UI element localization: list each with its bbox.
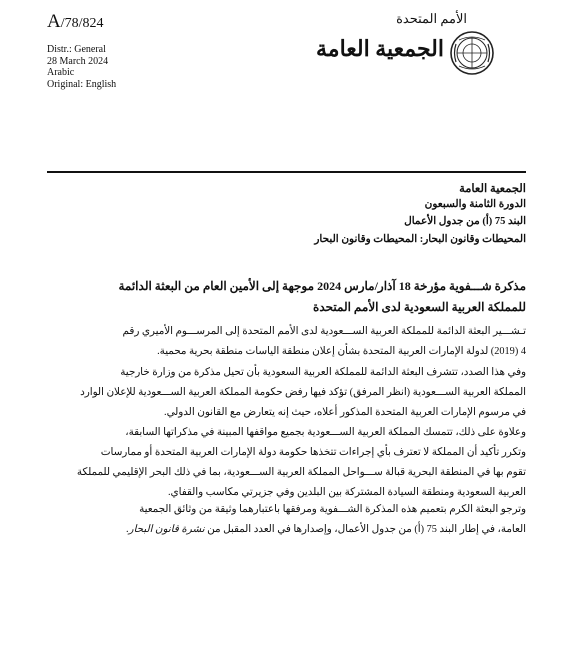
paragraph-line: تـشـــير البعثة الدائمة للمملكة العربية الســـعودية لدى الأمم المتحدة إلى المرســـوم الأميري رقم bbox=[122, 326, 526, 337]
agenda-item: البند 75 (أ) من جدول الأعمال bbox=[404, 216, 526, 227]
paragraph-text: العامة، في إطار البند 75 (أ) من جدول الأعمال، وإصدارها في العدد المقبل من bbox=[204, 524, 526, 535]
symbol-number: /78/824 bbox=[60, 16, 104, 31]
paragraph-line: تقوم بها في المنطقة البحرية قبالة ســـواحل المملكة العربية الســـعودية، بما في ذلك البحر الإقليمي للمملكة bbox=[76, 467, 526, 478]
paragraph-text: . bbox=[126, 524, 129, 535]
distribution-block bbox=[47, 44, 116, 90]
paragraph-line: المملكة العربية الســـعودية (انظر المرفق) تؤكد فيها رفض حكومة المملكة العربية الســـعودية للإعلان الوارد bbox=[80, 387, 526, 398]
document-title bbox=[47, 276, 526, 318]
assembly-title: الجمعية العامة bbox=[316, 36, 444, 61]
bulletin-title: نشرة قانون البحار bbox=[128, 524, 205, 535]
paragraph-line: وفي هذا الصدد، تتشرف البعثة الدائمة للمملكة العربية السعودية بأن تحيل مذكرة من وزارة خارجية bbox=[120, 367, 526, 378]
document-symbol bbox=[47, 11, 104, 33]
title-line: مذكرة شـــفوية مؤرخة 18 آذار/مارس 2024 موجهة إلى الأمين العام من البعثة الدائمة bbox=[118, 279, 526, 293]
symbol-letter: A bbox=[47, 11, 61, 32]
header-rule bbox=[47, 171, 526, 173]
paragraph-line: في مرسوم الإمارات العربية المتحدة المذكور أعلاه، حيث إنه يتعارض مع القانون الدولي. bbox=[164, 407, 526, 418]
un-name: الأمم المتحدة bbox=[396, 11, 467, 26]
paragraph-3 bbox=[47, 423, 526, 503]
distribution: Distr.: General bbox=[47, 44, 106, 55]
paragraph-line: 4 (2019) لدولة الإمارات العربية المتحدة بشأن إعلان منطقة الياسات منطقة بحرية محمية. bbox=[157, 346, 526, 357]
language: Arabic bbox=[47, 67, 75, 78]
paragraph-2 bbox=[47, 363, 526, 423]
paragraph-1 bbox=[47, 322, 526, 362]
paragraph-line: وعلاوة على ذلك، تتمسك المملكة العربية الســـعودية بجميع مواقفها المبينة في مذكراتها السابقة، bbox=[125, 427, 526, 438]
agenda-body: الجمعية العامة bbox=[459, 183, 526, 195]
un-emblem-icon bbox=[449, 30, 495, 76]
original-language: Original: English bbox=[47, 78, 117, 90]
paragraph-line: وتكرر تأكيد أن المملكة لا تعترف بأي إجراءات تتخذها حكومة دولة الإمارات العربية المتحدة أو ممارسات bbox=[100, 447, 526, 458]
title-line: للمملكة العربية السعودية لدى الأمم المتحدة bbox=[313, 300, 526, 314]
paragraph-4 bbox=[47, 500, 526, 540]
agenda-topic: المحيطات وقانون البحار: المحيطات وقانون البحار bbox=[314, 234, 526, 245]
date: 28 March 2024 bbox=[47, 55, 109, 67]
paragraph-line: العربية السعودية ومنطقة السيادة المشتركة بين البلدين وفي جزيرتي مكاسب والقفاي. bbox=[167, 487, 526, 498]
paragraph-line: وترجو البعثة الكرم بتعميم هذه المذكرة الشـــفوية ومرفقها باعتبارهما وثيقة من وثائق الجمعية bbox=[139, 504, 526, 515]
paragraph-line bbox=[47, 520, 526, 540]
agenda-session: الدورة الثامنة والسبعون bbox=[424, 199, 526, 210]
